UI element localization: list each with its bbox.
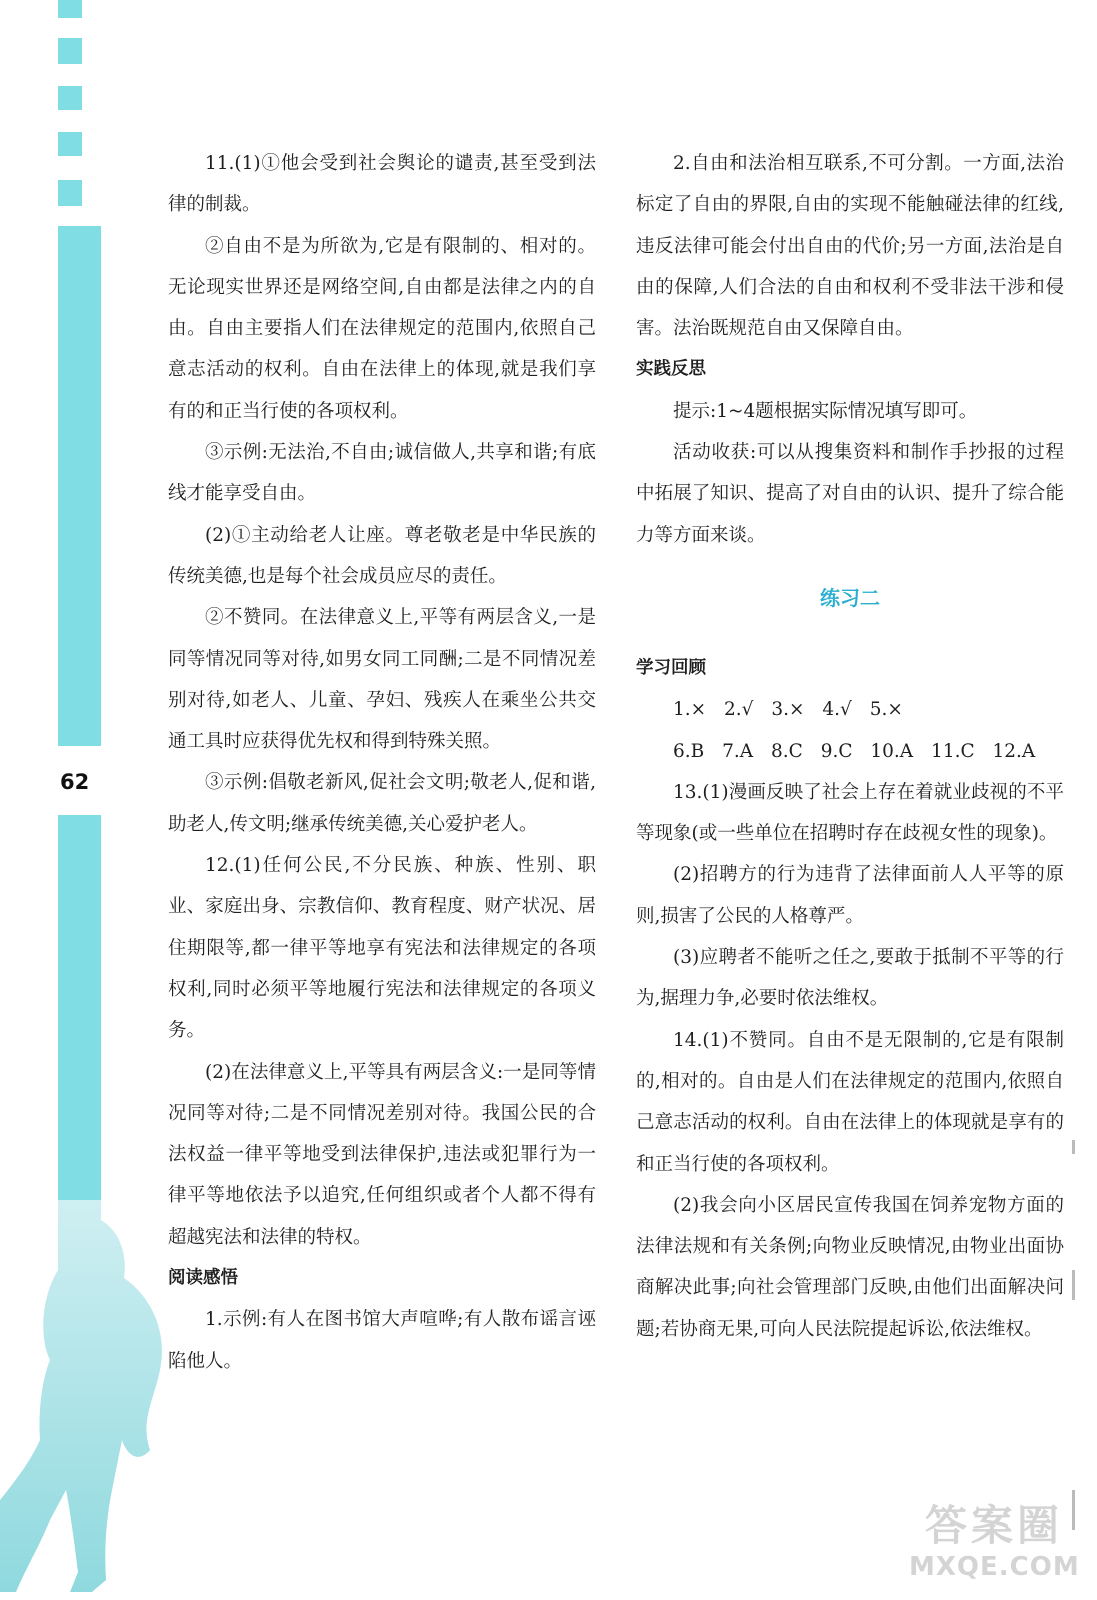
edge-mark bbox=[1072, 1270, 1075, 1300]
section-heading: 实践反思 bbox=[636, 359, 706, 380]
answer-paragraph: 11.(1)①他会受到社会舆论的谴责,甚至受到法律的制裁。 bbox=[168, 153, 596, 216]
right-column bbox=[636, 143, 1064, 1350]
exercise-title: 练习二 bbox=[820, 585, 880, 610]
answer-paragraph: 14.(1)不赞同。自由不是无限制的,它是有限制的,相对的。自由是人们在法律规定的范围内,依照自己意志活动的权利。自由在法律上的体现就是享有的和正当行使的各项权利。 bbox=[636, 1029, 1064, 1175]
left-column bbox=[168, 143, 596, 1382]
watermark-url: MXQE.COM bbox=[909, 1552, 1080, 1582]
answer-paragraph: 提示:1~4题根据实际情况填写即可。 bbox=[673, 400, 978, 422]
answer-paragraph: 活动收获:可以从搜集资料和制作手抄报的过程中拓展了知识、提高了对自由的认识、提升了综合能力等方面来谈。 bbox=[636, 442, 1064, 546]
answer-paragraph: (2)在法律意义上,平等具有两层含义:一是同等情况同等对待;二是不同情况差别对待。我国公民的合法权益一律平等地受到法律保护,违法或犯罪行为一律平等地依法予以追究,任何组织或者个人都不得有超越宪法和法律的特权。 bbox=[168, 1061, 596, 1248]
answer-paragraph: 12.(1)任何公民,不分民族、种族、性别、职业、家庭出身、宗教信仰、教育程度、财产状况、居住期限等,都一律平等地享有宪法和法律规定的各项权利,同时必须平等地履行宪法和法律规定的各项义务。 bbox=[168, 855, 596, 1042]
edge-mark bbox=[1072, 1140, 1075, 1154]
side-band-lower bbox=[58, 815, 101, 1215]
answer-paragraph: 6.B 7.A 8.C 9.C 10.A 11.C 12.A bbox=[673, 740, 1036, 762]
answer-paragraph: (2)①主动给老人让座。尊老敬老是中华民族的传统美德,也是每个社会成员应尽的责任。 bbox=[168, 524, 596, 587]
answer-paragraph: 13.(1)漫画反映了社会上存在着就业歧视的不平等现象(或一些单位在招聘时存在歧视女性的现象)。 bbox=[636, 781, 1064, 845]
answer-paragraph: ③示例:无法治,不自由;诚信做人,共享和谐;有底线才能享受自由。 bbox=[168, 442, 596, 505]
side-band-block bbox=[58, 180, 82, 206]
answer-paragraph: ③示例:倡敬老新风,促社会文明;敬老人,促和谐,助老人,传文明;继承传统美德,关心爱护老人。 bbox=[168, 772, 596, 835]
section-heading: 学习回顾 bbox=[636, 657, 706, 678]
watermark-logo-text: 答案圈 bbox=[924, 1501, 1063, 1550]
section-heading: 阅读感悟 bbox=[168, 1268, 238, 1289]
side-band-block bbox=[58, 0, 82, 18]
page-number: 62 bbox=[60, 770, 90, 794]
side-band-block bbox=[58, 132, 82, 156]
running-figure-silhouette bbox=[0, 1200, 180, 1600]
answer-paragraph: 1.示例:有人在图书馆大声喧哗;有人散布谣言诬陷他人。 bbox=[168, 1309, 596, 1372]
answer-paragraph: ②不赞同。在法律意义上,平等有两层含义,一是同等情况同等对待,如男女同工同酬;二是不同情况差别对待,如老人、儿童、孕妇、残疾人在乘坐公共交通工具时应获得优先权和得到特殊关照。 bbox=[168, 607, 596, 753]
side-band-block bbox=[58, 38, 82, 64]
answer-paragraph: ②自由不是为所欲为,它是有限制的、相对的。无论现实世界还是网络空间,自由都是法律之内的自由。自由主要指人们在法律规定的范围内,依照自己意志活动的权利。自由在法律上的体现,就是我们享有的和正当行使的各项权利。 bbox=[168, 235, 596, 422]
answer-paragraph: (2)招聘方的行为违背了法律面前人人平等的原则,损害了公民的人格尊严。 bbox=[636, 864, 1064, 927]
answer-paragraph: 2.自由和法治相互联系,不可分割。一方面,法治标定了自由的界限,自由的实现不能触碰法律的红线,违反法律可能会付出自由的代价;另一方面,法治是自由的保障,人们合法的自由和权利不受非法干涉和侵害。法治既规范自由又保障自由。 bbox=[636, 153, 1064, 340]
answer-paragraph: (3)应聘者不能听之任之,要敢于抵制不平等的行为,据理力争,必要时依法维权。 bbox=[636, 947, 1064, 1010]
side-band-block bbox=[58, 86, 82, 110]
watermark bbox=[909, 1500, 1079, 1590]
answer-paragraph: 1.× 2.√ 3.× 4.√ 5.× bbox=[673, 699, 903, 721]
side-band-upper bbox=[58, 226, 101, 746]
answer-paragraph: (2)我会向小区居民宣传我国在饲养宠物方面的法律法规和有关条例;向物业反映情况,由物业出面协商解决此事;向社会管理部门反映,由他们出面解决问题;若协商无果,可向人民法院提起诉讼,依法维权。 bbox=[636, 1194, 1064, 1340]
